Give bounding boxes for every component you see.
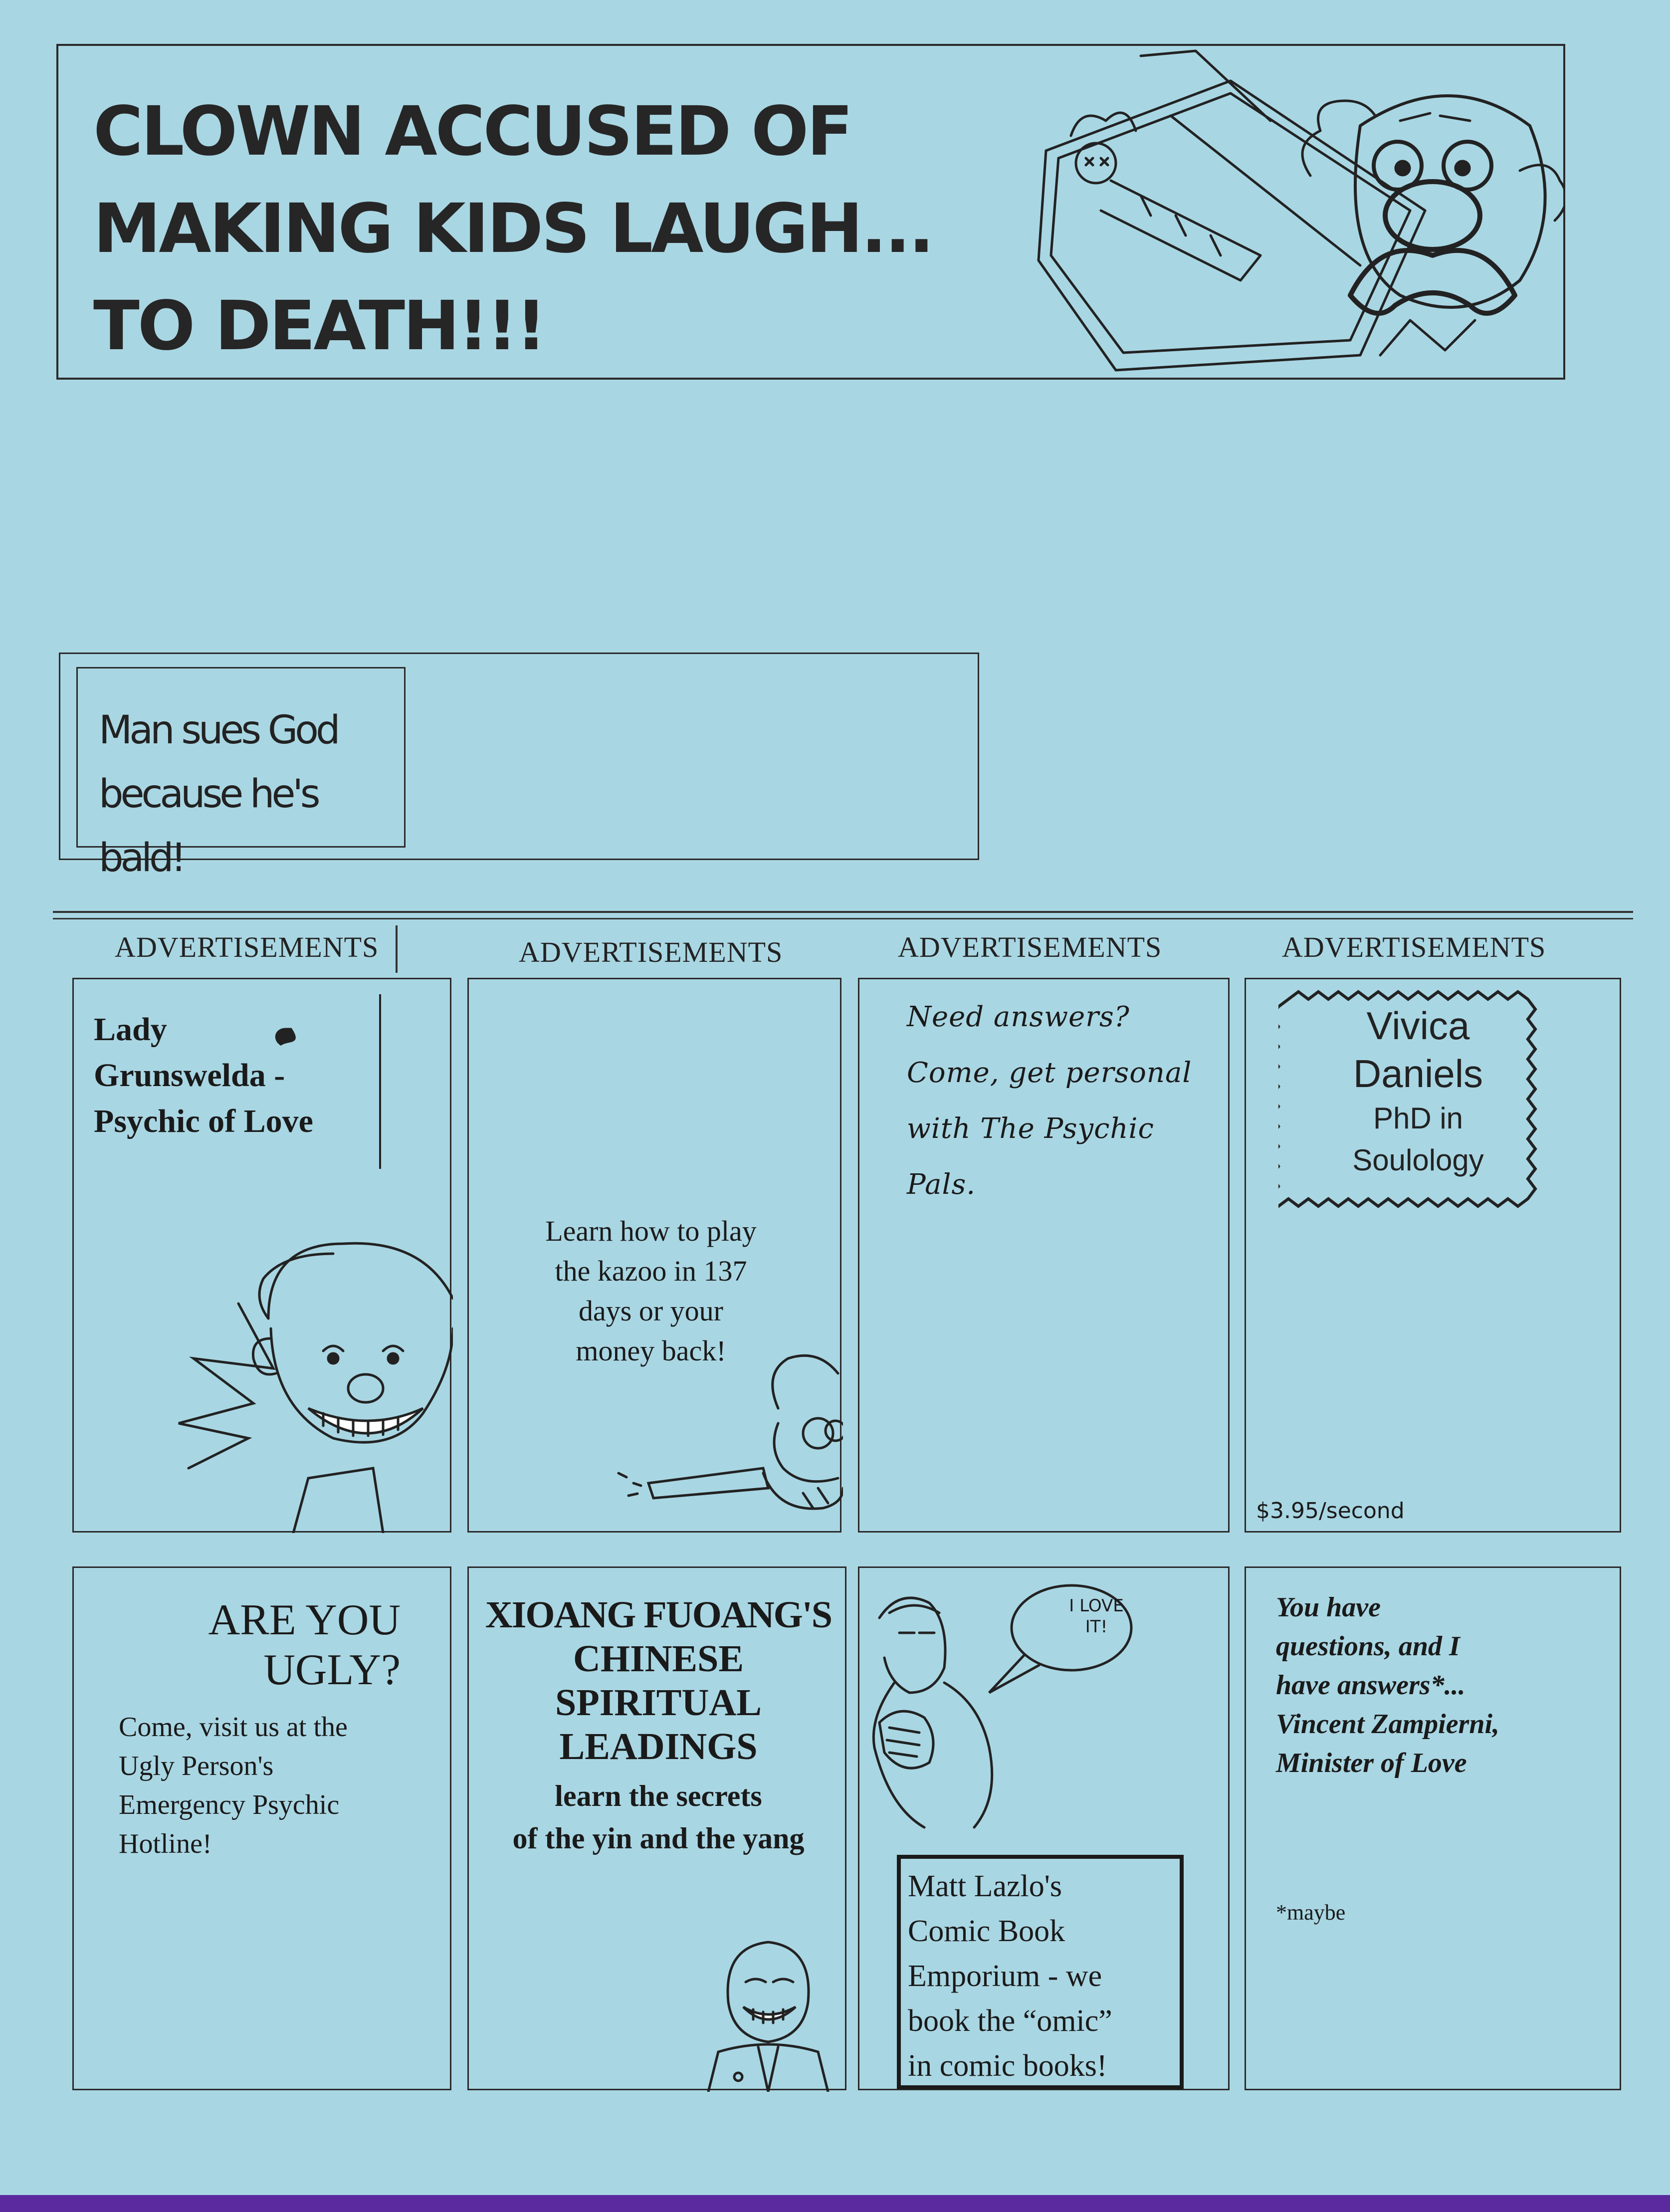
ad-line: money back! [576, 1334, 726, 1367]
ad-text [1276, 1588, 1499, 1782]
ad-line: in comic books! [908, 2049, 1107, 2083]
footnote: *maybe [1276, 1900, 1346, 1925]
ad-line: Lady [94, 1011, 167, 1048]
ad-line: CHINESE [573, 1638, 744, 1680]
divider-rule [53, 918, 1633, 919]
ad-line: Vincent Zampierni, [1276, 1709, 1500, 1740]
ad-psychic-pals [858, 978, 1230, 1533]
ad-line: of the yin and the yang [512, 1822, 805, 1855]
ad-kazoo [467, 978, 841, 1533]
headline-panel [56, 44, 1565, 380]
ad-heading: ADVERTISEMENTS [519, 936, 783, 968]
ad-line: Soulology [1352, 1143, 1484, 1177]
ad-line: Ugly Person's [119, 1751, 274, 1781]
ad-line: Matt Lazlo's [908, 1869, 1062, 1903]
divider-mark [396, 925, 398, 973]
ad-line: days or your [579, 1295, 723, 1327]
ad-line: have answers*... [1276, 1670, 1465, 1701]
ad-line: ARE YOU [208, 1596, 401, 1644]
ad-line: Daniels [1353, 1052, 1483, 1096]
ad-line: with The Psychic [907, 1112, 1154, 1145]
ad-line: Minister of Love [1276, 1748, 1467, 1778]
ad-text [469, 1593, 848, 1858]
headline-line: TO DEATH!!! [93, 287, 545, 366]
ad-text [907, 989, 1192, 1213]
ad-line: XIOANG FUOANG'S [485, 1594, 832, 1636]
ad-line: Comic Book [908, 1914, 1065, 1948]
ad-text [908, 1864, 1180, 2088]
ad-text [119, 1708, 348, 1863]
ad-line: learn the secrets [555, 1779, 762, 1812]
ad-lady-grunswelda [72, 978, 451, 1533]
headline-line: CLOWN ACCUSED OF [93, 92, 851, 171]
headline-title [93, 83, 1041, 375]
ad-ugly-hotline [72, 1566, 451, 2090]
ad-line: Psychic of Love [94, 1103, 313, 1139]
ad-line: LEADINGS [559, 1726, 758, 1768]
ad-line: Emergency Psychic [119, 1789, 340, 1820]
ad-line: Emporium - we [908, 1959, 1102, 1993]
story-line: Man sues God [99, 708, 338, 753]
speech-line: IT! [1085, 1617, 1108, 1637]
ad-line: Come, get personal [907, 1057, 1192, 1089]
headline-line: MAKING KIDS LAUGH... [93, 190, 933, 268]
ad-line: book the “omic” [908, 2004, 1112, 2038]
lazlo-text-box [897, 1855, 1184, 2089]
ad-line: Come, visit us at the [119, 1712, 348, 1743]
superhero-illustration [859, 1568, 1231, 1867]
monk-illustration [698, 1927, 838, 2092]
divider-rule [53, 911, 1633, 913]
story-inner-box [76, 667, 406, 881]
ad-vincent-zampierni [1245, 1566, 1621, 2090]
story-line: because he's bald! [99, 772, 318, 881]
ad-line: UGLY? [263, 1646, 401, 1694]
story-panel [59, 653, 979, 881]
speech-bubble-text [1066, 1595, 1126, 1637]
ad-line: Grunswelda - [94, 1057, 285, 1094]
speech-line: I LOVE [1069, 1596, 1124, 1616]
ad-matt-lazlo [858, 1566, 1230, 2090]
ad-heading: ADVERTISEMENTS [898, 931, 1162, 963]
ad-line: SPIRITUAL [555, 1682, 762, 1724]
story-headline [99, 698, 398, 890]
ad-line: Vivica [1366, 1004, 1470, 1048]
ad-heading: ADVERTISEMENTS [115, 931, 379, 963]
ad-line: Pals. [907, 1168, 976, 1201]
ad-line: questions, and I [1276, 1631, 1460, 1662]
ad-line: Hotline! [119, 1828, 212, 1859]
clown-coffin-illustration [951, 46, 1565, 378]
price-label: $3.95/second [1256, 1498, 1405, 1524]
kazoo-player-illustration [614, 1324, 843, 1533]
ad-line: the kazoo in 137 [555, 1255, 747, 1287]
ad-text [1278, 1002, 1558, 1181]
ad-line: PhD in [1373, 1102, 1463, 1135]
bottom-edge-stripe [0, 2195, 1670, 2212]
ad-line: Learn how to play [545, 1215, 757, 1247]
ad-vivica-daniels [1245, 978, 1621, 1533]
ad-line: You have [1276, 1592, 1381, 1623]
ad-xioang-fuoang [467, 1566, 846, 2090]
ad-title [74, 1595, 401, 1695]
ad-heading: ADVERTISEMENTS [1282, 931, 1546, 963]
psychic-face-illustration [74, 1019, 453, 1533]
ad-line: Need answers? [907, 1001, 1130, 1033]
